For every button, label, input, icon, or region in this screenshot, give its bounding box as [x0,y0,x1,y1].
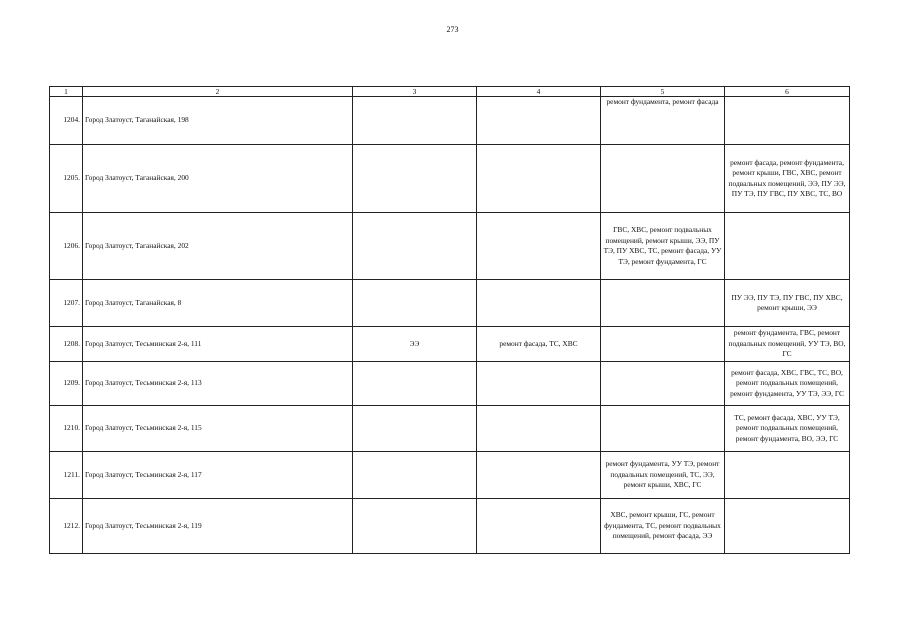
header-row [50,87,850,97]
row-col6 [725,97,850,145]
row-col3 [353,362,477,406]
row-number: 1204. [50,97,83,145]
row-col3 [353,145,477,213]
row-address: Город Златоуст, Тесьминская 2-я, 119 [83,499,353,554]
row-col4 [477,452,601,499]
row-col6: ремонт фасада, ХВС, ГВС, ТС, ВО, ремонт подвальных помещений, ремонт фундамента, УУ ТЭ, ЭЭ, ГС [725,362,850,406]
row-col4 [477,362,601,406]
row-col4 [477,280,601,327]
row-col3 [353,499,477,554]
table-row [50,145,850,213]
table-row [50,452,850,499]
row-col6 [725,499,850,554]
table-row [50,362,850,406]
row-col3 [353,97,477,145]
row-col5: ХВС, ремонт крыши, ГС, ремонт фундамента, ТС, ремонт подвальных помещений, ремонт фасада, ЭЭ [601,499,725,554]
table-row [50,97,850,145]
table-row [50,499,850,554]
row-col3 [353,280,477,327]
row-address: Город Златоуст, Тесьминская 2-я, 115 [83,406,353,452]
row-number: 1210. [50,406,83,452]
row-col3 [353,406,477,452]
row-col5 [601,327,725,362]
header-cell-3: 3 [353,87,477,97]
row-col3 [353,452,477,499]
row-col5 [601,362,725,406]
row-address: Город Златоуст, Тесьминская 2-я, 113 [83,362,353,406]
table-row [50,327,850,362]
row-col4 [477,213,601,280]
page-number: 273 [446,25,459,34]
row-address: Город Златоуст, Тесьминская 2-я, 111 [83,327,353,362]
row-col4 [477,406,601,452]
row-address: Город Златоуст, Таганайская, 200 [83,145,353,213]
header-cell-4: 4 [477,87,601,97]
table-row [50,280,850,327]
row-col6: ТС, ремонт фасада, ХВС, УУ ТЭ, ремонт подвальных помещений, ремонт фундамента, ВО, ЭЭ, ГС [725,406,850,452]
row-col4 [477,97,601,145]
row-col6 [725,452,850,499]
row-number: 1211. [50,452,83,499]
row-number: 1206. [50,213,83,280]
row-col5: ремонт фундамента, ремонт фасада [601,97,725,145]
row-col4: ремонт фасада, ТС, ХВС [477,327,601,362]
row-col4 [477,499,601,554]
table-row [50,213,850,280]
row-address: Город Златоуст, Таганайская, 202 [83,213,353,280]
row-col6 [725,213,850,280]
row-number: 1205. [50,145,83,213]
row-col5 [601,406,725,452]
row-col5 [601,280,725,327]
table-row [50,406,850,452]
row-col6: ремонт фасада, ремонт фундамента, ремонт крыши, ГВС, ХВС, ремонт подвальных помещений, ЭЭ, ПУ ЭЭ, ПУ ТЭ, ПУ ГВС, ПУ ХВС, ТС, ВО [725,145,850,213]
header-cell-1: 1 [50,87,83,97]
row-address: Город Златоуст, Тесьминская 2-я, 117 [83,452,353,499]
row-col4 [477,145,601,213]
row-col5: ремонт фундамента, УУ ТЭ, ремонт подвальных помещений, ТС, ЭЭ, ремонт крыши, ХВС, ГС [601,452,725,499]
row-col3 [353,213,477,280]
header-cell-2: 2 [83,87,353,97]
row-number: 1212. [50,499,83,554]
row-number: 1209. [50,362,83,406]
row-col6: ремонт фундамента, ГВС, ремонт подвальных помещений, УУ ТЭ, ВО, ГС [725,327,850,362]
row-address: Город Златоуст, Таганайская, 8 [83,280,353,327]
works-register-table [49,86,850,554]
row-number: 1207. [50,280,83,327]
row-col5: ГВС, ХВС, ремонт подвальных помещений, ремонт крыши, ЭЭ, ПУ ТЭ, ПУ ХВС, ТС, ремонт фасада, УУ ТЭ, ремонт фундамента, ГС [601,213,725,280]
row-address: Город Златоуст, Таганайская, 198 [83,97,353,145]
header-cell-6: 6 [725,87,850,97]
header-cell-5: 5 [601,87,725,97]
row-col5 [601,145,725,213]
row-col3: ЭЭ [353,327,477,362]
row-number: 1208. [50,327,83,362]
row-col6: ПУ ЭЭ, ПУ ТЭ, ПУ ГВС, ПУ ХВС, ремонт крыши, ЭЭ [725,280,850,327]
